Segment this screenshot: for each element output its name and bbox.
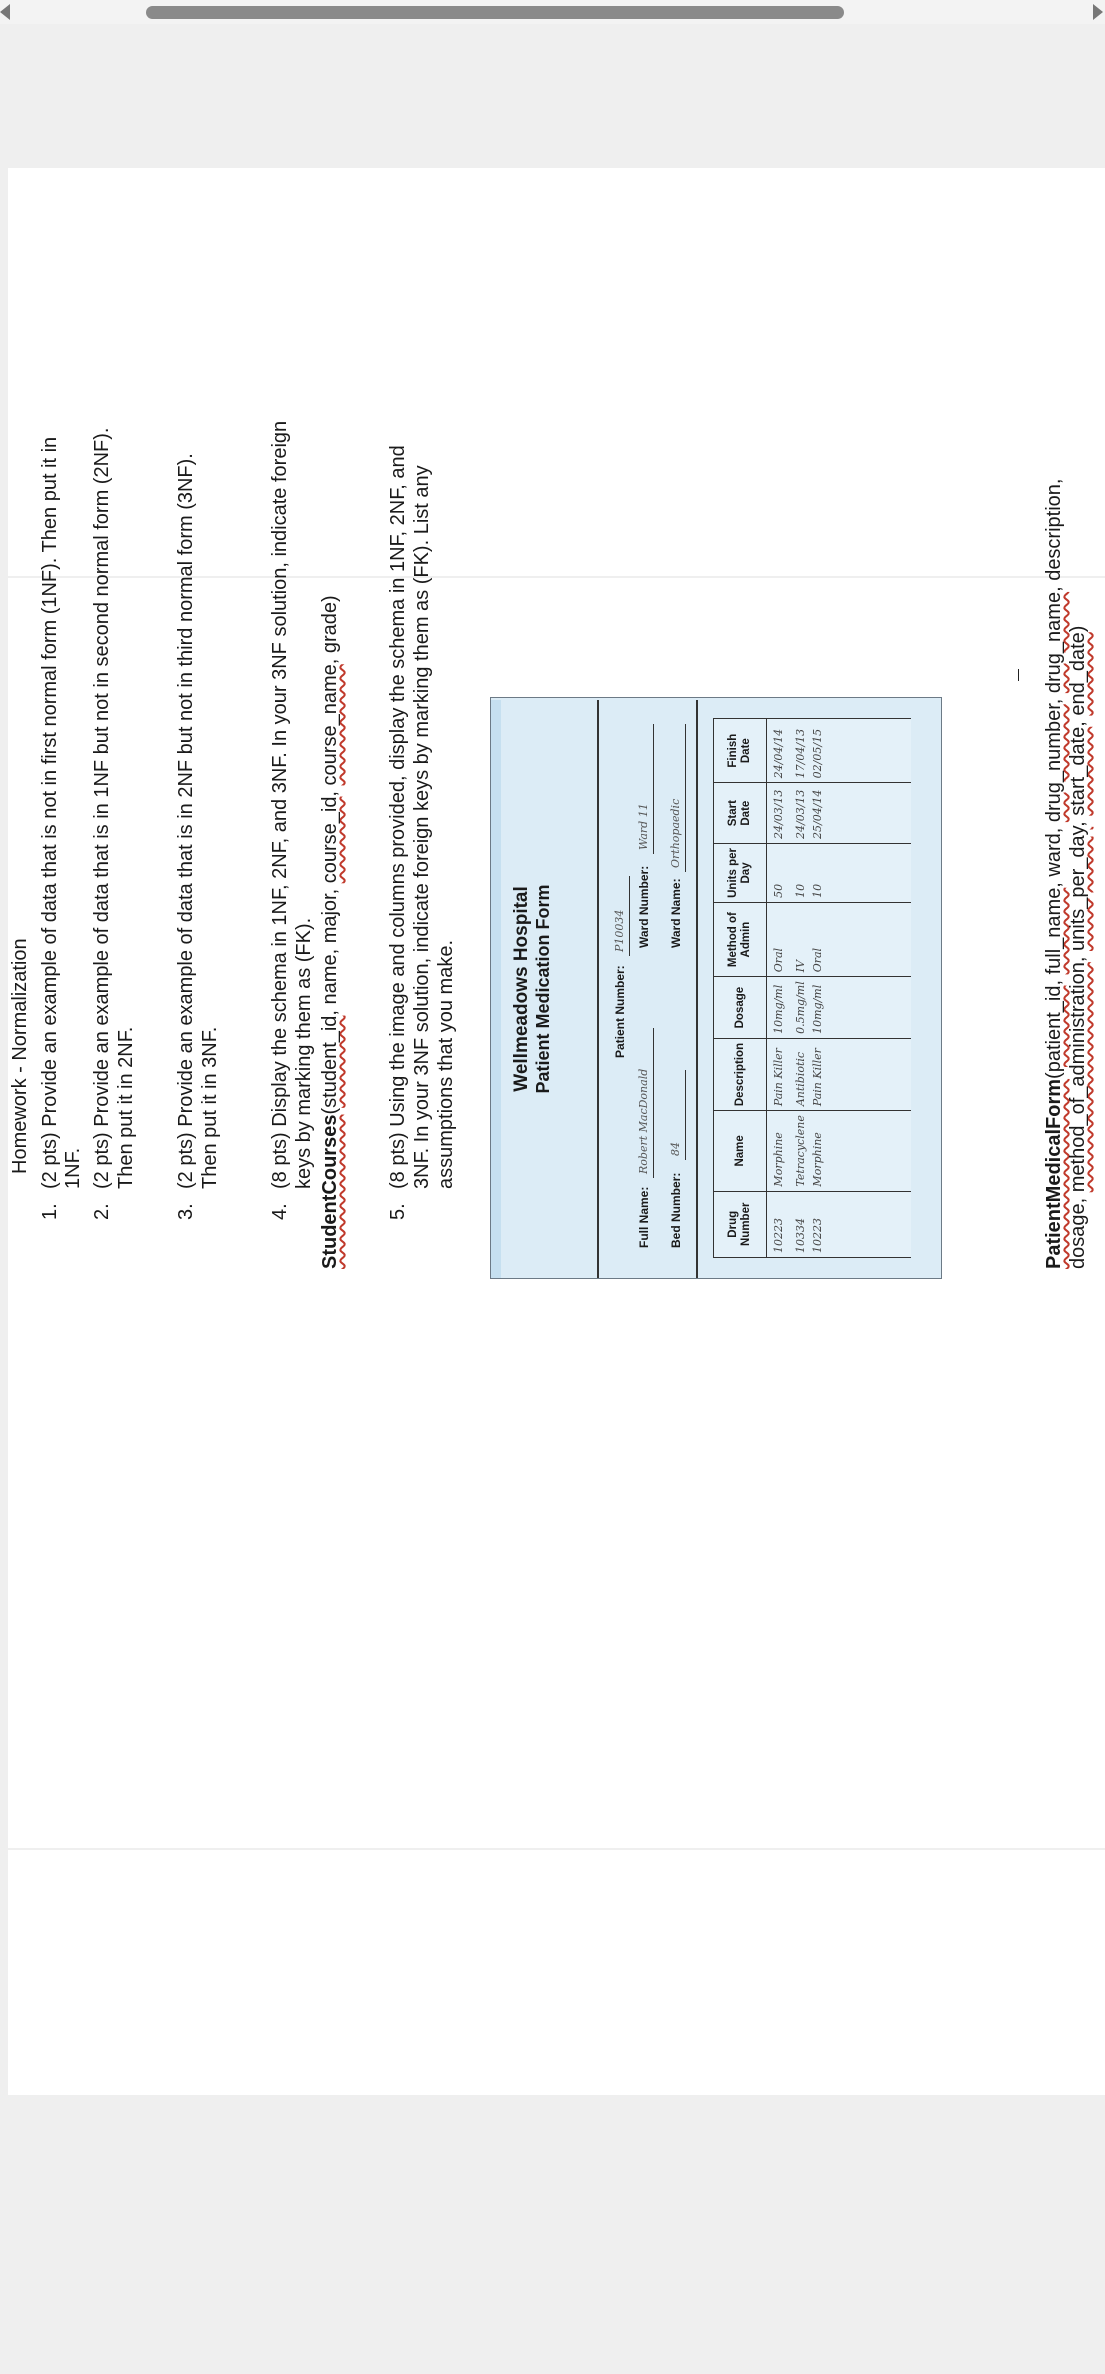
col-dosage: Dosage bbox=[714, 977, 767, 1039]
schema-comma: , bbox=[1067, 715, 1089, 727]
schema-end-date: end_date bbox=[1067, 632, 1089, 716]
form-divider-bottom bbox=[696, 700, 698, 1278]
text-cursor bbox=[1018, 669, 1019, 681]
student-courses-mid: , name, major, bbox=[319, 883, 341, 1016]
schema-comma: , bbox=[1067, 951, 1089, 963]
table-cell: 10334 bbox=[789, 1191, 811, 1257]
question-3-number: 3. bbox=[175, 1203, 197, 1220]
table-cell: 10 bbox=[811, 844, 911, 903]
col-finish-date: Finish Date bbox=[714, 719, 767, 783]
question-5-line3: assumptions that you make. bbox=[435, 939, 457, 1189]
ward-number-value: Ward 11 bbox=[637, 803, 650, 850]
question-5-line2: 3NF. In your 3NF solution, indicate foreign keys by marking them as (FK). List any bbox=[411, 465, 433, 1189]
schema-patient-id: patient_id bbox=[1043, 985, 1065, 1073]
schema-start-date: start_date bbox=[1067, 726, 1089, 816]
col-units: Units per Day bbox=[714, 844, 767, 903]
schema-open: ( bbox=[1043, 1072, 1065, 1079]
question-2-line1: (2 pts) Provide an example of data that is in 1NF but not in second normal form (2NF). bbox=[91, 427, 113, 1189]
table-row bbox=[789, 719, 811, 1258]
col-name: Name bbox=[714, 1111, 767, 1191]
question-3-line1: (2 pts) Provide an example of data that is in 2NF but not in third normal form (3NF). bbox=[175, 453, 197, 1189]
schema-comma: , bbox=[1043, 974, 1065, 986]
student-courses-sep: , bbox=[319, 785, 341, 797]
table-cell: 10mg/ml bbox=[811, 977, 911, 1039]
ward-name-label: Ward Name: bbox=[669, 878, 683, 948]
table-cell: 02/05/15 bbox=[811, 719, 911, 783]
full-name-value: Robert MacDonald bbox=[637, 1068, 650, 1174]
col-method: Method of Admin bbox=[714, 902, 767, 976]
table-cell: IV bbox=[789, 902, 811, 976]
question-1-line1: (2 pts) Provide an example of data that is not in first normal form (1NF). Then put it in bbox=[39, 436, 61, 1189]
table-cell: 24/04/14 bbox=[767, 719, 790, 783]
question-4-line1: (8 pts) Display the schema in 1NF, 2NF, and 3NF. In your 3NF solution, indicate foreign bbox=[269, 420, 291, 1189]
schema-comma: , bbox=[1043, 693, 1065, 705]
question-5-line1: (8 pts) Using the image and columns provided, display the schema in 1NF, 2NF, and bbox=[387, 445, 409, 1189]
ward-name-value: Orthopaedic bbox=[669, 798, 682, 868]
schema-full-name: full_name bbox=[1043, 887, 1065, 975]
schema-ward: , ward, bbox=[1043, 822, 1065, 888]
student-courses-open: ( bbox=[319, 1107, 341, 1115]
form-top-band bbox=[491, 700, 501, 1278]
document-title: Homework - Normalization bbox=[9, 938, 31, 1174]
ward-number-underline bbox=[653, 724, 654, 854]
question-1-number: 1. bbox=[39, 1203, 61, 1220]
schema-method: method_of_administration bbox=[1067, 962, 1089, 1193]
bed-number-value: 84 bbox=[669, 1142, 682, 1156]
col-drug-number: Drug Number bbox=[714, 1191, 767, 1257]
schema-description: , description, bbox=[1043, 478, 1065, 592]
table-cell: 24/03/13 bbox=[789, 783, 811, 844]
question-4-number: 4. bbox=[269, 1203, 291, 1220]
table-cell: Antibiotic bbox=[789, 1038, 811, 1110]
form-subtitle: Patient Medication Form bbox=[533, 884, 553, 1094]
table-cell: Morphine bbox=[767, 1111, 790, 1191]
ward-number-label: Ward Number: bbox=[637, 865, 651, 948]
col-start-date: Start Date bbox=[714, 783, 767, 844]
schema-drug-number: drug_number bbox=[1043, 704, 1065, 823]
table-cell: 17/04/13 bbox=[789, 719, 811, 783]
schema-units: units_per_day bbox=[1067, 826, 1089, 951]
question-3-line2: Then put it in 3NF. bbox=[199, 1026, 221, 1189]
table-cell: Pain Killer bbox=[811, 1038, 911, 1110]
table-cell: Tetracyclene bbox=[789, 1111, 811, 1191]
question-5-number: 5. bbox=[387, 1203, 409, 1220]
table-row bbox=[811, 719, 911, 1258]
bed-number-label: Bed Number: bbox=[669, 1172, 683, 1248]
full-name-underline bbox=[653, 1028, 654, 1178]
table-cell: 10mg/ml bbox=[767, 977, 790, 1039]
patient-form-schema-name: PatientMedicalForm bbox=[1043, 1078, 1065, 1269]
question-2-line2: Then put it in 2NF. bbox=[115, 1026, 137, 1189]
table-cell: Morphine bbox=[811, 1111, 911, 1191]
patient-form-schema-line2 bbox=[1066, 626, 1090, 1269]
full-name-label: Full Name: bbox=[637, 1186, 651, 1248]
schema-close: ) bbox=[1067, 625, 1089, 633]
table-cell: Oral bbox=[811, 902, 911, 976]
table-cell: 10223 bbox=[811, 1191, 911, 1257]
patient-form-schema-line1 bbox=[1042, 479, 1066, 1269]
student-courses-name: StudentCourses bbox=[319, 1114, 341, 1269]
table-cell: 10223 bbox=[767, 1191, 790, 1257]
table-cell: 24/03/13 bbox=[767, 783, 790, 844]
medication-table-header bbox=[714, 719, 767, 1258]
patient-number-value: P10034 bbox=[613, 909, 626, 952]
schema-comma: , bbox=[1067, 815, 1089, 827]
bed-number-underline bbox=[685, 1070, 686, 1160]
student-courses-schema bbox=[318, 595, 342, 1269]
table-cell: 0.5mg/ml bbox=[789, 977, 811, 1039]
table-cell: Pain Killer bbox=[767, 1038, 790, 1110]
patient-number-label: Patient Number: bbox=[613, 965, 627, 1058]
student-courses-key: student_id bbox=[319, 1015, 341, 1108]
col-description: Description bbox=[714, 1038, 767, 1110]
form-hospital-name: Wellmeadows Hospital bbox=[511, 886, 532, 1092]
ward-name-underline bbox=[685, 724, 686, 872]
schema-dosage: dosage, bbox=[1067, 1192, 1089, 1269]
table-cell: 10 bbox=[789, 844, 811, 903]
patient-medication-form-image bbox=[490, 697, 942, 1279]
table-cell: 25/04/14 bbox=[811, 783, 911, 844]
table-cell: Oral bbox=[767, 902, 790, 976]
patient-number-underline bbox=[629, 876, 630, 956]
student-courses-course-id: course_id bbox=[319, 796, 341, 884]
form-divider-top bbox=[597, 700, 599, 1278]
student-courses-course-name: course_name bbox=[319, 664, 341, 786]
table-cell: 50 bbox=[767, 844, 790, 903]
question-2-number: 2. bbox=[91, 1203, 113, 1220]
question-4-line2: keys by marking them as (FK). bbox=[293, 917, 315, 1189]
table-row bbox=[767, 719, 790, 1258]
question-1-line2: 1NF. bbox=[62, 1147, 84, 1189]
schema-drug-name: drug_name bbox=[1043, 591, 1065, 694]
medication-table bbox=[713, 718, 911, 1258]
student-courses-end: , grade) bbox=[319, 595, 341, 665]
